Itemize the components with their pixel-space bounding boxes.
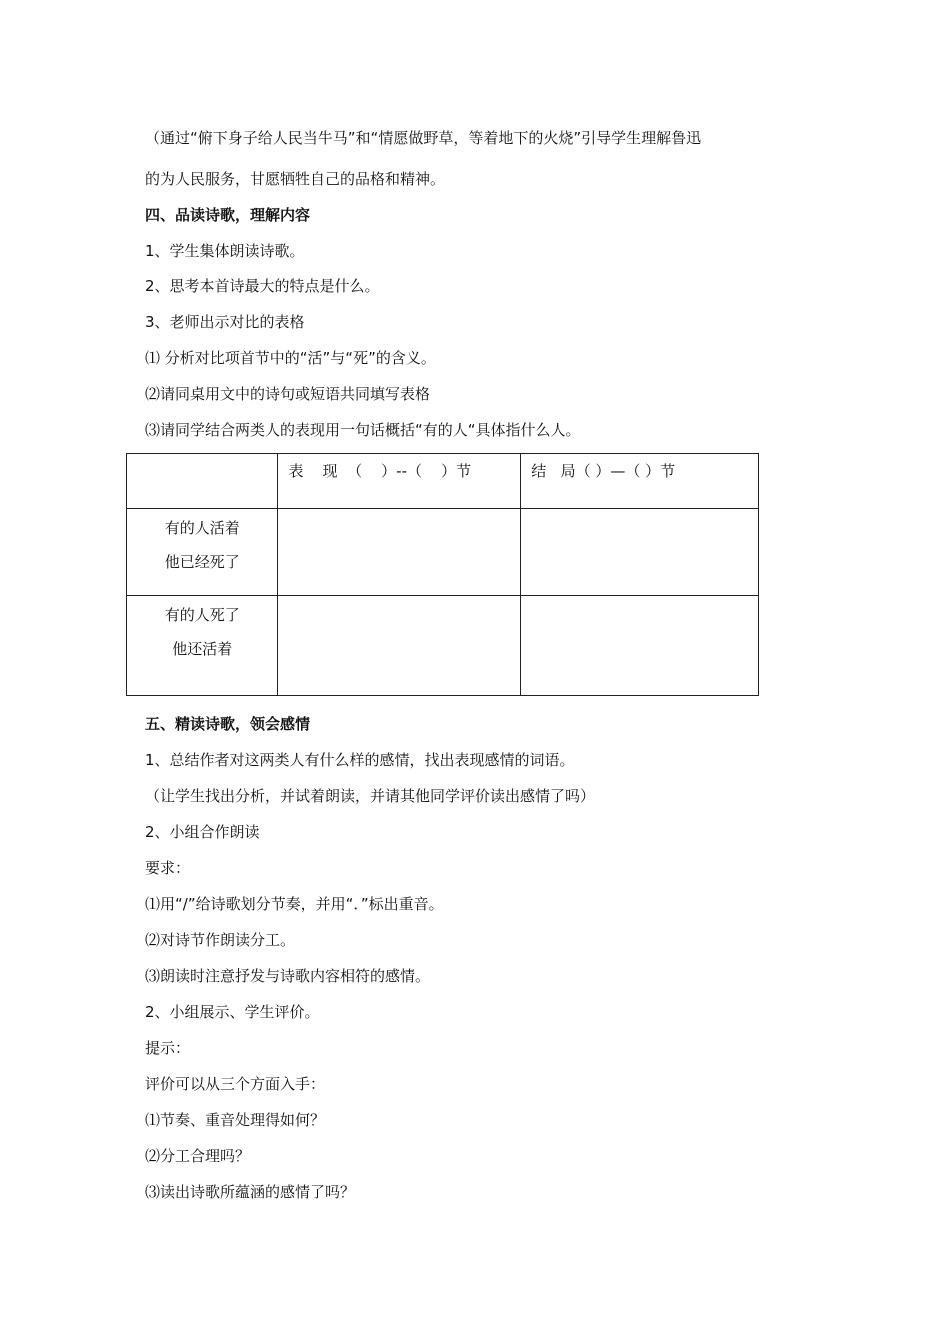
- table-row: [127, 509, 759, 596]
- row-label-line: 他还活着: [172, 640, 233, 658]
- tip-intro: 评价可以从三个方面入手：: [145, 1075, 326, 1093]
- table-cell-empty: [521, 596, 759, 696]
- section-5-item-1-note: （让学生找出分析，并试着朗读，并请其他同学评价读出感情了吗）: [145, 787, 596, 805]
- section-4-item-1: 1、学生集体朗读诗歌。: [145, 242, 305, 260]
- section-5-item-2: 2、小组合作朗读: [145, 823, 260, 841]
- section-5-item-1: 1、总结作者对这两类人有什么样的感情，找出表现感情的词语。: [145, 751, 575, 769]
- row-label-line: 他已经死了: [164, 553, 240, 571]
- table-cell-empty: [278, 596, 521, 696]
- section-5-heading: 五、精读诗歌，领会感情: [145, 715, 311, 733]
- requirement-3: ⑶朗读时注意抒发与诗歌内容相符的感情。: [145, 967, 431, 985]
- row-label: [127, 509, 278, 596]
- table-cell-empty: [278, 509, 521, 596]
- section-4-item-3: 3、老师出示对比的表格: [145, 313, 305, 331]
- requirement-1: ⑴用“/”给诗歌划分节奏，并用“．”标出重音。: [145, 895, 444, 913]
- tip-1: ⑴节奏、重音处理得如何？: [145, 1111, 326, 1129]
- table-header-empty: [127, 454, 278, 509]
- table-row: [127, 596, 759, 696]
- section-4-item-3a: ⑴ 分析对比项首节中的“活”与“死”的含义。: [145, 349, 436, 367]
- section-4-item-3c: ⑶请同学结合两类人的表现用一句话概括“有的人“具体指什么人。: [145, 421, 581, 439]
- section-5-item-3: 2、小组展示、学生评价。: [145, 1003, 320, 1021]
- tip-label: 提示：: [145, 1039, 191, 1057]
- section-4-item-2: 2、思考本首诗最大的特点是什么。: [145, 277, 380, 295]
- paragraph-intro-1: （通过“俯下身子给人民当牛马”和“情愿做野草，等着地下的火烧”引导学生理解鲁迅: [145, 129, 702, 147]
- tip-3: ⑶读出诗歌所蕴涵的感情了吗？: [145, 1183, 356, 1201]
- table-header-outcome: 结 局（ ）—（ ）节: [521, 454, 759, 509]
- row-label: [127, 596, 278, 696]
- comparison-table: [126, 453, 759, 696]
- section-4-heading: 四、品读诗歌，理解内容: [145, 206, 311, 224]
- requirements-label: 要求：: [145, 859, 191, 877]
- row-label-line: 有的人死了: [164, 606, 240, 624]
- section-4-item-3b: ⑵请同桌用文中的诗句或短语共同填写表格: [145, 385, 431, 403]
- requirement-2: ⑵对诗节作朗读分工。: [145, 931, 296, 949]
- table-cell-empty: [521, 509, 759, 596]
- row-label-line: 有的人活着: [164, 519, 240, 537]
- table-header-performance: 表 现 （ ）--（ ）节: [278, 454, 521, 509]
- tip-2: ⑵分工合理吗？: [145, 1147, 251, 1165]
- table-header-row: [127, 454, 759, 509]
- paragraph-intro-2: 的为人民服务，甘愿牺牲自己的品格和精神。: [145, 170, 446, 188]
